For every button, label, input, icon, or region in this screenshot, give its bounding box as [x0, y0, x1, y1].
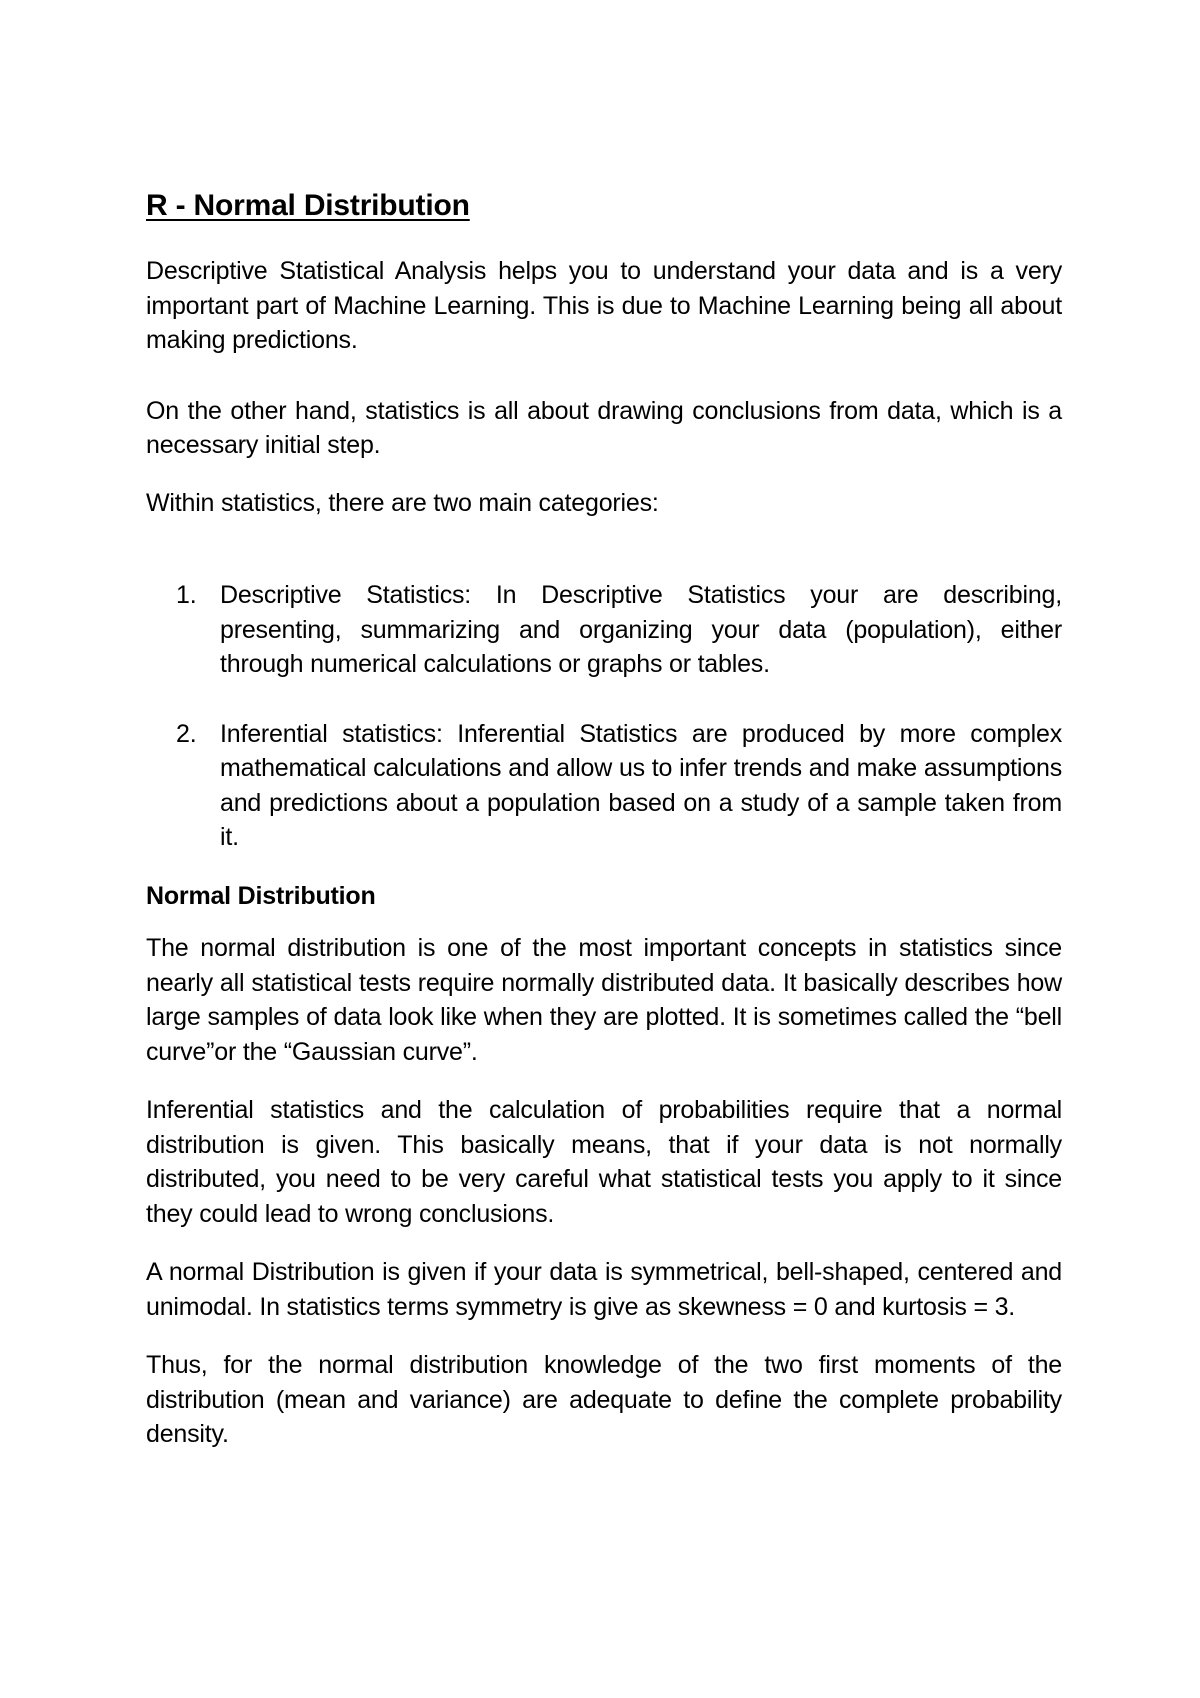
document-title: R - Normal Distribution: [146, 189, 470, 222]
statistics-paragraph: On the other hand, statistics is all about drawing conclusions from data, which is a necessary initial step.: [146, 396, 1062, 459]
categories-intro-paragraph: Within statistics, there are two main categories:: [146, 488, 659, 517]
list-item: [146, 578, 1062, 682]
section-heading: Normal Distribution: [146, 881, 376, 910]
categories-list: [146, 578, 1062, 855]
body-paragraph: A normal Distribution is given if your data is symmetrical, bell-shaped, centered and unimodal. In statistics terms symmetry is give as skewness = 0 and kurtosis = 3.: [146, 1258, 1062, 1321]
body-paragraph: The normal distribution is one of the most important concepts in statistics since nearly all statistical tests require normally distributed data. It basically describes how large samples of data look like when they are plotted. It is sometimes called the “bell curve”or the “Gaussian curve”.: [146, 934, 1062, 1066]
intro-paragraph: Descriptive Statistical Analysis helps you to understand your data and is a very important part of Machine Learning. This is due to Machine Learning being all about making predictions.: [146, 257, 1062, 354]
list-item-number: 2.: [176, 719, 197, 748]
list-item-text: Inferential statistics: Inferential Statistics are produced by more complex mathematical calculations and allow us to infer trends and make assumptions and predictions about a population based on a study of a sample taken from it.: [220, 719, 1062, 851]
list-item-text: Descriptive Statistics: In Descriptive Statistics your are describing, presenting, summarizing and organizing your data (population), either through numerical calculations or graphs or tables.: [220, 581, 1062, 678]
list-item-number: 1.: [176, 581, 197, 609]
list-item: [146, 717, 1062, 855]
body-paragraph: Inferential statistics and the calculation of probabilities require that a normal distribution is given. This basically means, that if your data is not normally distributed, you need to be very careful what statistical tests you apply to it since they could lead to wrong conclusions.: [146, 1096, 1062, 1228]
body-paragraph: Thus, for the normal distribution knowledge of the two first moments of the distribution (mean and variance) are adequate to define the complete probability density.: [146, 1351, 1062, 1448]
document-page: [146, 186, 1062, 1476]
